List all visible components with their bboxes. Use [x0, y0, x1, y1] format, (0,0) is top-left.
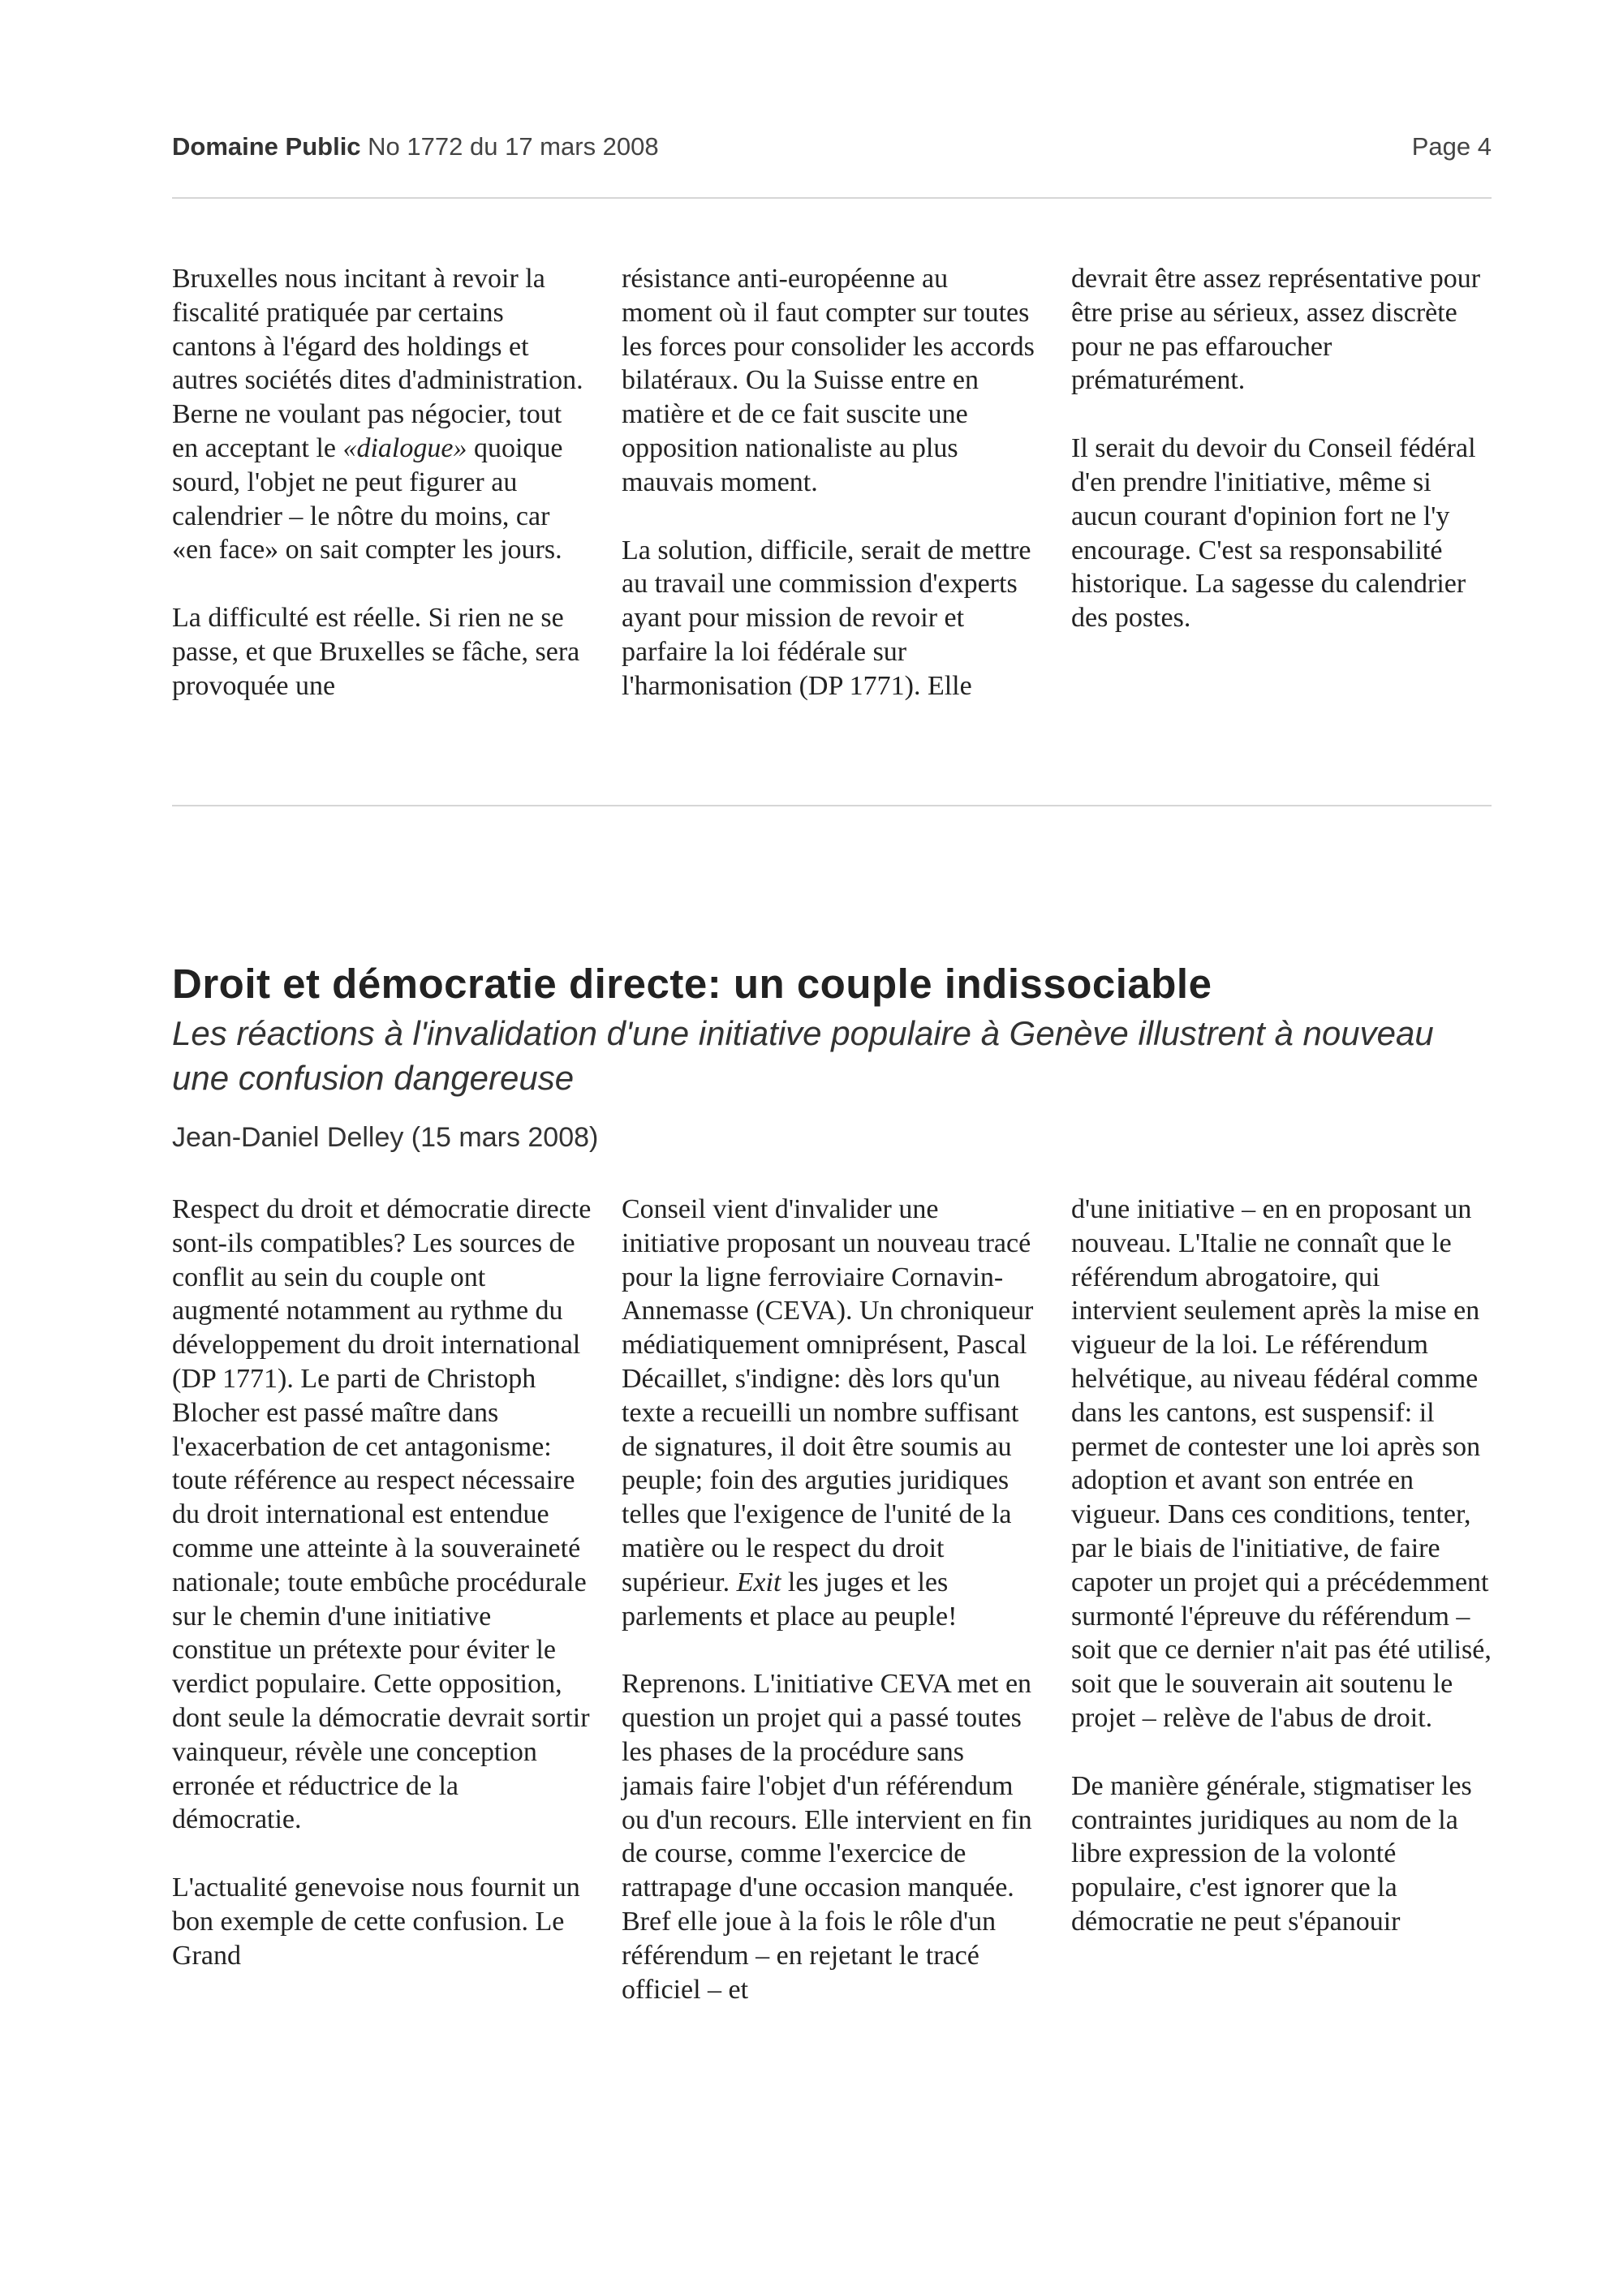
paragraph: La solution, difficile, serait de mettre au travail une commission d'experts ayant pour mission de revoir et parfaire la loi fédérale sur l'harmonisation (DP 1771). Elle	[622, 535, 1031, 701]
paragraph: De manière générale, stigmatiser les contraintes juridiques au nom de la libre expression de la volonté populaire, c'est ignorer que la démocratie ne peut s'épanouir	[1071, 1770, 1472, 1937]
column-3	[1071, 262, 1492, 703]
column-2	[622, 1193, 1042, 2006]
article-title: Droit et démocratie directe: un couple indissociable	[172, 961, 1212, 1007]
paragraph: Bruxelles nous incitant à revoir la fiscalité pratiquée par certains cantons à l'égard des holdings et autres sociétés dites d'administration. Berne ne voulant pas négocier, tout en acceptant le «dialogue» quoique sourd, l'objet ne peut figurer au calendrier – le nôtre du moins, car «en face» on sait compter les jours.	[172, 264, 583, 565]
page-header	[172, 132, 1492, 168]
column-1	[172, 262, 592, 703]
paragraph: d'une initiative – en en proposant un nouveau. L'Italie ne connaît que le référendum abrogatoire, qui intervient seulement après la mise en vigueur de la loi. Le référendum helvétique, au niveau fédéral comme dans les cantons, est suspensif: il permet de contester une loi après son adoption et avant son entrée en vigueur. Dans ces conditions, tenter, par le biais de l'initiative, de faire capoter un projet qui a précédemment surmonté l'épreuve du référendum – soit que ce dernier n'ait pas été utilisé, soit que le souverain ait soutenu le projet – relève de l'abus de droit.	[1071, 1194, 1492, 1733]
paragraph: devrait être assez représentative pour être prise au sérieux, assez discrète pour ne pas effaroucher prématurément.	[1071, 264, 1481, 396]
article-subtitle: Les réactions à l'invalidation d'une initiative populaire à Genève illustrent à nouveau une confusion dangereuse	[172, 1014, 1434, 1097]
italic-quote: «dialogue»	[342, 432, 467, 463]
paragraph: résistance anti-européenne au moment où il faut compter sur toutes les forces pour consolider les accords bilatéraux. Ou la Suisse entre en matière et de ce fait suscite une opposition nationaliste au plus mauvais moment.	[622, 264, 1035, 497]
column-1	[172, 1193, 592, 2006]
header-divider	[172, 197, 1492, 199]
continued-article-columns	[172, 262, 1492, 703]
paragraph: L'actualité genevoise nous fournit un bon exemple de cette confusion. Le Grand	[172, 1872, 580, 1971]
paragraph: Respect du droit et démocratie directe sont-ils compatibles? Les sources de conflit au sein du couple ont augmenté notamment au rythme du développement du droit international (DP 1771). Le parti de Christoph Blocher est passé maître dans l'exacerbation de cet antagonisme: toute référence au respect nécessaire du droit international est entendue comme une atteinte à la souveraineté nationale; toute embûche procédurale sur le chemin d'une initiative constitue un prétexte pour éviter le verdict populaire. Cette opposition, dont seule la démocratie devrait sortir vainqueur, révèle une conception erronée et réductrice de la démocratie.	[172, 1194, 592, 1835]
italic-word: Exit	[736, 1567, 781, 1597]
paragraph: La difficulté est réelle. Si rien ne se passe, et que Bruxelles se fâche, sera provoquée une	[172, 603, 580, 701]
paragraph: Reprenons. L'initiative CEVA met en question un projet qui a passé toutes les phases de la procédure sans jamais faire l'objet d'un référendum ou d'un recours. Elle intervient en fin de course, comme l'exercice de rattrapage d'une occasion manquée. Bref elle joue à la fois le rôle d'un référendum – en rejetant le tracé officiel – et	[622, 1669, 1032, 2005]
column-2	[622, 262, 1042, 703]
article-byline: Jean-Daniel Delley (15 mars 2008)	[172, 1122, 599, 1153]
issue-info: No 1772 du 17 mars 2008	[368, 132, 659, 161]
paragraph: Conseil vient d'invalider une initiative proposant un nouveau tracé pour la ligne ferroviaire Cornavin-Annemasse (CEVA). Un chroniqueur médiatiquement omniprésent, Pascal Décaillet, s'indigne: dès lors qu'un texte a recueilli un nombre suffisant de signatures, il doit être soumis au peuple; foin des arguties juridiques telles que l'exigence de l'unité de la matière ou le respect du droit supérieur. Exit les juges et les parlements et place au peuple!	[622, 1194, 1034, 1632]
page-number: Page 4	[1411, 132, 1492, 161]
paragraph: Il serait du devoir du Conseil fédéral d'en prendre l'initiative, même si aucun courant d'opinion fort ne l'y encourage. C'est sa responsabilité historique. La sagesse du calendrier des postes.	[1071, 433, 1476, 634]
section-divider	[172, 805, 1492, 806]
publication-name: Domaine Public	[172, 132, 361, 161]
column-3	[1071, 1193, 1492, 2006]
article-columns	[172, 1193, 1492, 2006]
